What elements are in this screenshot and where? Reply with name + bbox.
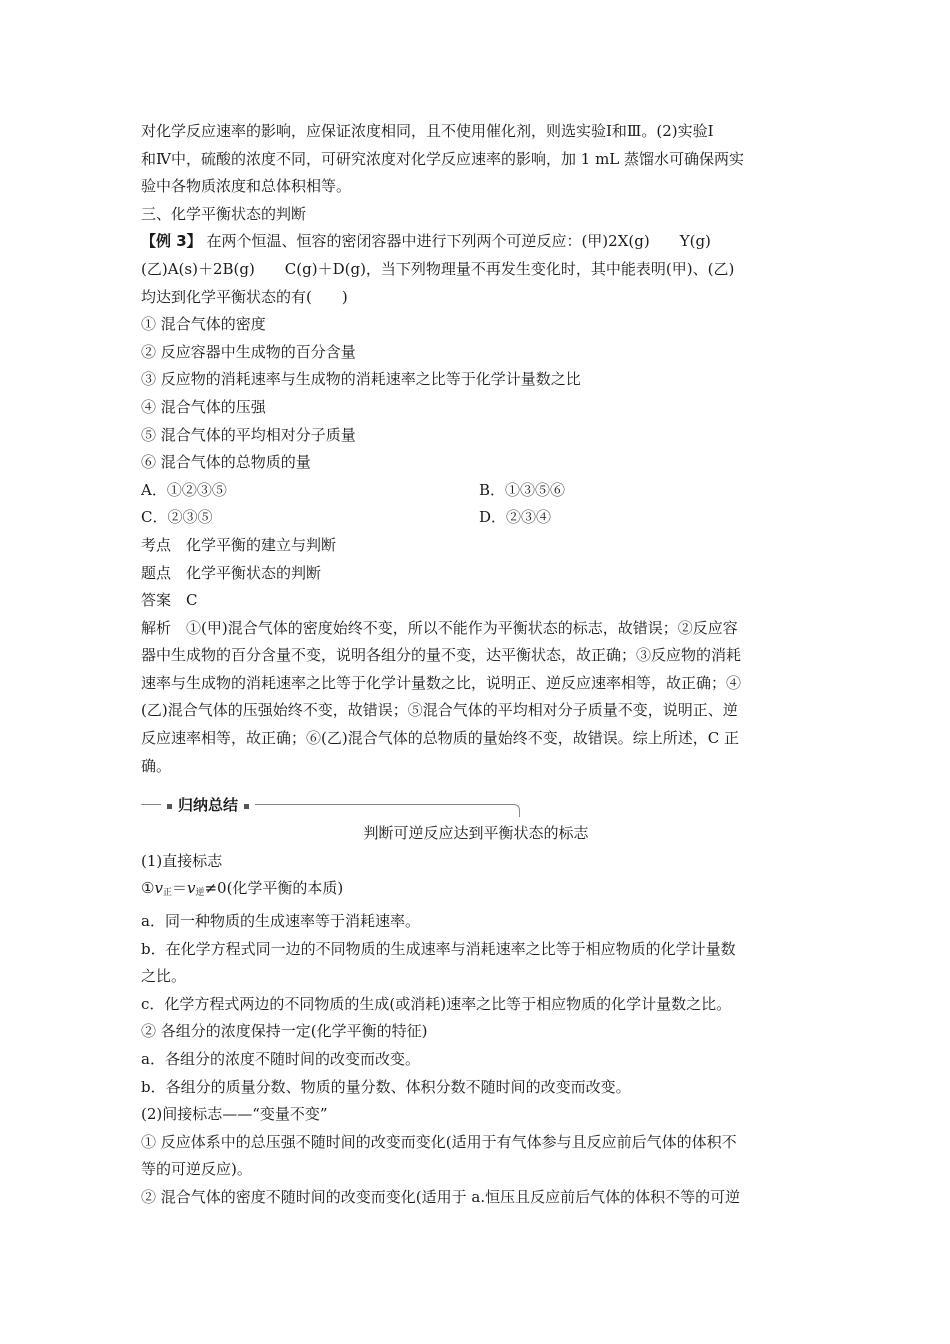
option-a: A．①②③⑤ [141,480,227,499]
text-line: ① 反应体系中的总压强不随时间的改变而变化(适用于有气体参与且反应前后气体的体积不 [141,1132,737,1151]
list-item: ④ 混合气体的压强 [141,397,266,416]
example-label: 【例 3】 [141,232,202,251]
square-bullet-icon [244,804,249,809]
kaodian: 考点 化学平衡的建立与判断 [141,535,337,554]
option-d: D．②③④ [479,508,552,527]
circled-number: ① [141,879,155,898]
list-item: ⑥ 混合气体的总物质的量 [141,453,311,472]
document-page [141,118,811,1212]
subscript-zheng: 正 [162,888,172,899]
text-line: b．各组分的质量分数、物质的量分数、体积分数不随时间的改变而改变。 [141,1077,631,1096]
direct-item-1-text: ≠0(化学平衡的本质) [204,879,344,898]
options-row-2 [141,504,811,532]
text-line: 验中各物质浓度和总体积相等。 [141,177,352,196]
text-line: a．各组分的浓度不随时间的改变而改变。 [141,1050,420,1068]
option-b: B．①③⑤⑥ [479,480,566,499]
text-line: 对化学反应速率的影响，应保证浓度相同，且不使用催化剂，则选实验Ⅰ和Ⅲ。(2)实验Ⅰ [141,122,714,140]
indirect-title: (2)间接标志——“变量不变” [141,1105,328,1124]
list-item: ③ 反应物的消耗速率与生成物的消耗速率之比等于化学计量数之比 [141,370,581,389]
option-c: C．②③⑤ [141,508,213,527]
square-bullet-icon [167,804,172,809]
list-item: ⑤ 混合气体的平均相对分子质量 [141,425,356,444]
example-text: 在两个恒温、恒容的密闭容器中进行下列两个可逆反应：(甲)2X(g) Y(g) [206,232,711,251]
answer: 答案 C [141,591,198,610]
summary-tag [161,792,255,820]
text-line: 解析 ①(甲)混合气体的密度始终不变，所以不能作为平衡状态的标志，故错误；②反应容 [141,618,738,637]
text-line: a．同一种物质的生成速率等于消耗速率。 [141,912,420,931]
velocity-symbol: v [154,879,163,898]
intro-paragraph [141,118,811,201]
text-line: 器中生成物的百分含量不变，说明各组分的量不变，达平衡状态，故正确；③反应物的消耗 [141,646,742,665]
direct-item-1 [141,875,811,908]
text-line: 反应速率相等，故正确；⑥(乙)混合气体的总物质的量始终不变，故错误。综上所述，C 正 [141,729,739,748]
text-line [141,228,811,256]
text-line: 均达到化学平衡状态的有( ) [141,287,348,306]
tidian: 题点 化学平衡状态的判断 [141,563,322,582]
velocity-symbol: v [186,879,196,898]
example-question [141,228,811,311]
text-line: 等的可逆反应)。 [141,1160,252,1179]
summary-title: 判断可逆反应达到平衡状态的标志 [363,824,589,843]
summary-tag-label: 归纳总结 [178,796,239,815]
options-row-1 [141,477,811,505]
text-line: 和Ⅳ中，硫酸的浓度不同，可研究浓度对化学反应速率的影响，加 1 mL 蒸馏水可确保两实 [141,149,745,168]
analysis-paragraph [141,615,811,781]
equals-sign: ＝ [171,879,187,898]
text-line: 之比。 [141,967,187,986]
text-line: ② 各组分的浓度保持一定(化学平衡的特征) [141,1022,428,1041]
direct-title: (1)直接标志 [141,851,223,870]
text-line: 确。 [141,756,172,775]
text-line: c．化学方程式两边的不同物质的生成(或消耗)速率之比等于相应物质的化学计量数之比。 [141,994,732,1013]
subscript-ni: 逆 [195,888,205,899]
text-line: 速率与生成物的消耗速率之比等于化学计量数之比，说明正、逆反应速率相等，故正确；④ [141,673,742,692]
text-line: ② 混合气体的密度不随时间的改变而变化(适用于 a.恒压且反应前后气体的体积不等的可逆 [141,1187,741,1206]
list-item: ① 混合气体的密度 [141,315,266,334]
list-item: ② 反应容器中生成物的百分含量 [141,342,356,361]
text-line: b．在化学方程式同一边的不同物质的生成速率与消耗速率之比等于相应物质的化学计量数 [141,939,736,958]
summary-header [141,792,811,820]
example-items [141,311,811,477]
text-line: (乙)混合气体的压强始终不变，故错误；⑤混合气体的平均相对分子质量不变，说明正、逆 [141,701,738,720]
section-title: 三、化学平衡状态的判断 [141,204,307,223]
text-line: (乙)A(s)＋2B(g) C(g)＋D(g)，当下列物理量不再发生变化时，其中能表明(甲)、(乙) [141,259,735,278]
